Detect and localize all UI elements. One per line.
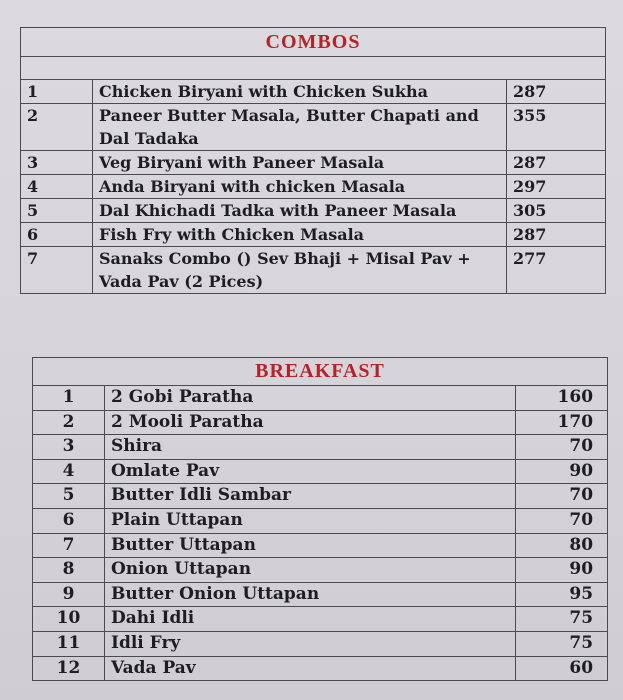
item-price: 60 [516, 656, 608, 681]
table-row [33, 558, 608, 583]
item-number: 1 [33, 386, 105, 411]
breakfast-rows [33, 386, 608, 681]
item-number: 7 [33, 533, 105, 558]
item-price: 287 [507, 80, 606, 104]
item-name: 2 Mooli Paratha [105, 410, 516, 435]
item-name: 2 Gobi Paratha [105, 386, 516, 411]
item-number: 1 [21, 80, 93, 104]
item-price: 277 [507, 247, 606, 294]
item-price: 297 [507, 175, 606, 199]
table-row [33, 631, 608, 656]
table-row [21, 247, 606, 294]
item-number: 11 [33, 631, 105, 656]
table-row [33, 656, 608, 681]
item-name: Omlate Pav [105, 459, 516, 484]
item-price: 70 [516, 435, 608, 460]
item-number: 2 [21, 104, 93, 151]
table-row [33, 410, 608, 435]
item-name: Veg Biryani with Paneer Masala [93, 151, 507, 175]
item-number: 5 [33, 484, 105, 509]
table-row [21, 151, 606, 175]
item-price: 90 [516, 558, 608, 583]
item-number: 6 [21, 223, 93, 247]
item-number: 3 [21, 151, 93, 175]
item-name: Dahi Idli [105, 607, 516, 632]
item-number: 2 [33, 410, 105, 435]
combos-rows [21, 80, 606, 294]
table-row [33, 582, 608, 607]
item-name: Anda Biryani with chicken Masala [93, 175, 507, 199]
table-row [33, 386, 608, 411]
item-price: 90 [516, 459, 608, 484]
item-name: Plain Uttapan [105, 508, 516, 533]
item-number: 3 [33, 435, 105, 460]
item-number: 7 [21, 247, 93, 294]
item-name: Idli Fry [105, 631, 516, 656]
table-row [33, 484, 608, 509]
item-price: 170 [516, 410, 608, 435]
item-price: 70 [516, 508, 608, 533]
item-price: 305 [507, 199, 606, 223]
combos-title: COMBOS [21, 28, 606, 57]
item-price: 80 [516, 533, 608, 558]
item-price: 75 [516, 631, 608, 656]
item-name: Sanaks Combo () Sev Bhaji + Misal Pav + Vada Pav (2 Pices) [93, 247, 507, 294]
item-number: 6 [33, 508, 105, 533]
table-row [33, 435, 608, 460]
item-name: Shira [105, 435, 516, 460]
table-row [21, 80, 606, 104]
item-number: 8 [33, 558, 105, 583]
item-name: Dal Khichadi Tadka with Paneer Masala [93, 199, 507, 223]
item-price: 160 [516, 386, 608, 411]
item-name: Butter Idli Sambar [105, 484, 516, 509]
item-name: Onion Uttapan [105, 558, 516, 583]
combos-table [20, 27, 606, 294]
item-price: 75 [516, 607, 608, 632]
item-name: Chicken Biryani with Chicken Sukha [93, 80, 507, 104]
breakfast-table [32, 357, 608, 681]
item-price: 287 [507, 151, 606, 175]
table-row [33, 533, 608, 558]
table-row [21, 175, 606, 199]
blank-row [21, 57, 606, 80]
item-price: 70 [516, 484, 608, 509]
item-number: 5 [21, 199, 93, 223]
item-number: 10 [33, 607, 105, 632]
item-name: Butter Onion Uttapan [105, 582, 516, 607]
item-name: Paneer Butter Masala, Butter Chapati and Dal Tadaka [93, 104, 507, 151]
table-row [33, 459, 608, 484]
item-price: 287 [507, 223, 606, 247]
table-row [21, 223, 606, 247]
item-number: 4 [33, 459, 105, 484]
item-price: 95 [516, 582, 608, 607]
table-row [21, 199, 606, 223]
breakfast-title: BREAKFAST [33, 358, 608, 386]
item-name: Vada Pav [105, 656, 516, 681]
item-number: 4 [21, 175, 93, 199]
item-number: 12 [33, 656, 105, 681]
table-row [21, 104, 606, 151]
item-number: 9 [33, 582, 105, 607]
item-name: Butter Uttapan [105, 533, 516, 558]
table-row [33, 508, 608, 533]
item-name: Fish Fry with Chicken Masala [93, 223, 507, 247]
item-price: 355 [507, 104, 606, 151]
table-row [33, 607, 608, 632]
